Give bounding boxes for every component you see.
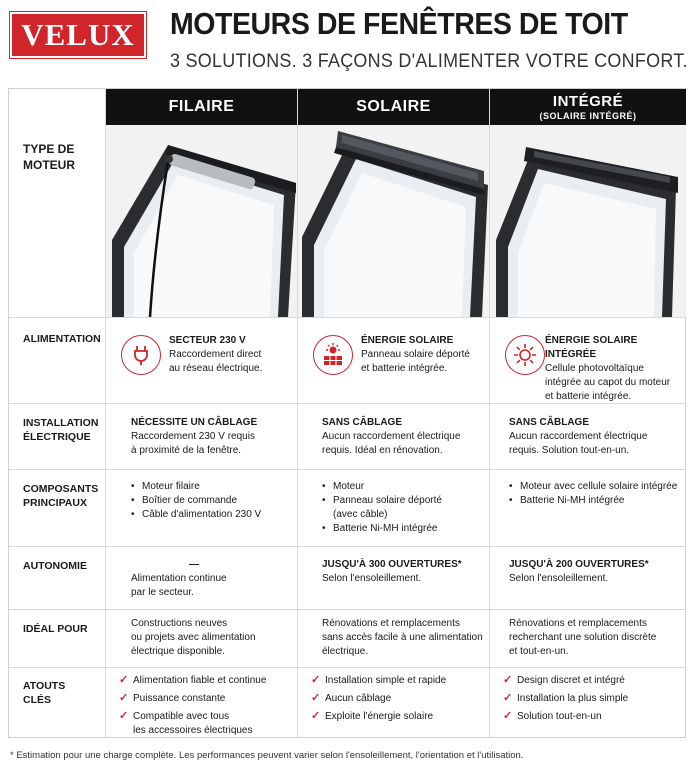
logo-text: VELUX xyxy=(21,17,135,52)
row-label-type: TYPE DE MOTEUR xyxy=(23,142,75,172)
alimentation-solaire xyxy=(361,334,470,376)
atouts-filaire xyxy=(119,674,266,742)
list-item: ✓ Puissance constante xyxy=(119,692,266,706)
column-subtitle: (SOLAIRE INTÉGRÉ) xyxy=(539,111,637,121)
list-item: • Batterie Ni-MH intégrée xyxy=(509,494,677,508)
cell-text: Selon l'ensoleillement. xyxy=(509,573,609,584)
list-item: ✓ Alimentation fiable et continue xyxy=(119,674,266,688)
cell-title: JUSQU'À 200 OUVERTURES* xyxy=(509,559,649,570)
velux-logo xyxy=(10,12,146,58)
ideal-filaire: Constructions neuves ou projets avec alimentation électrique disponible. xyxy=(131,618,256,657)
installation-integre xyxy=(509,416,647,458)
alimentation-filaire xyxy=(169,334,262,376)
column-header-filaire xyxy=(106,89,297,125)
ideal-integre: Rénovations et remplacements recherchant une solution discrète et tout-en-un. xyxy=(509,618,657,657)
list-item: • Moteur avec cellule solaire intégrée xyxy=(509,480,677,494)
list-item: ✓ Installation la plus simple xyxy=(503,692,628,706)
cell-text: Panneau solaire déporté et batterie intégrée. xyxy=(361,349,470,374)
list-item: • Panneau solaire déporté xyxy=(322,494,442,508)
list-item: • Moteur xyxy=(322,480,442,494)
cell-title: — xyxy=(189,559,199,570)
cell-text: Aucun raccordement électrique requis. Solution tout-en-un. xyxy=(509,431,648,456)
comparison-table xyxy=(8,88,686,738)
row-label-alimentation: ALIMENTATION xyxy=(23,333,101,345)
column-title: FILAIRE xyxy=(168,98,235,115)
column-title: SOLAIRE xyxy=(356,98,431,115)
composants-solaire xyxy=(322,480,442,536)
page-header xyxy=(0,0,697,88)
cell-title: SANS CÂBLAGE xyxy=(509,417,590,428)
installation-filaire xyxy=(131,416,257,458)
cell-title: SECTEUR 230 V xyxy=(169,335,246,346)
list-item: ✓ Aucun câblage xyxy=(311,692,446,706)
row-label-composants: COMPOSANTS PRINCIPAUX xyxy=(23,483,99,509)
column-header-integre xyxy=(490,89,686,125)
list-item: ✓ Exploite l'énergie solaire xyxy=(311,710,446,724)
row-label-atouts: ATOUTS CLÉS xyxy=(23,680,66,706)
window-image-integre xyxy=(490,125,686,317)
cell-text: Selon l'ensoleillement. xyxy=(322,573,422,584)
cell-text: Cellule photovoltaïque intégrée au capot du moteur et batterie intégrée. xyxy=(545,363,671,402)
column-header-solaire xyxy=(298,89,489,125)
row-label-ideal: IDÉAL POUR xyxy=(23,623,88,635)
installation-solaire xyxy=(322,416,460,458)
list-item: • Boîtier de commande xyxy=(131,494,261,508)
list-item: ✓ Compatible avec tous les accessoires électriques xyxy=(119,710,266,738)
list-item: • Moteur filaire xyxy=(131,480,261,494)
plug-icon xyxy=(121,335,161,375)
window-image-filaire xyxy=(106,125,297,317)
composants-filaire xyxy=(131,480,261,522)
cell-title: ÉNERGIE SOLAIRE INTÉGRÉE xyxy=(545,335,638,360)
cell-title: JUSQU'À 300 OUVERTURES* xyxy=(322,559,462,570)
list-item: • Batterie Ni-MH intégrée xyxy=(322,522,442,536)
page-subtitle: 3 SOLUTIONS. 3 FAÇONS D'ALIMENTER VOTRE CONFORT. xyxy=(170,50,688,72)
autonomie-integre xyxy=(509,558,649,586)
cell-text: Raccordement direct au réseau électrique. xyxy=(169,349,263,374)
alimentation-integre xyxy=(545,334,685,404)
cell-title: SANS CÂBLAGE xyxy=(322,417,403,428)
list-item: (avec câble) xyxy=(333,509,388,520)
cell-text: Aucun raccordement électrique requis. Idéal en rénovation. xyxy=(322,431,461,456)
autonomie-solaire xyxy=(322,558,462,586)
row-label-autonomie: AUTONOMIE xyxy=(23,560,87,572)
window-image-solaire xyxy=(298,125,489,317)
atouts-solaire xyxy=(311,674,446,728)
autonomie-filaire xyxy=(131,558,227,600)
cell-title: ÉNERGIE SOLAIRE xyxy=(361,335,454,346)
cell-text: Raccordement 230 V requis à proximité de la fenêtre. xyxy=(131,431,255,456)
sun-panel-icon xyxy=(313,335,353,375)
footnote: * Estimation pour une charge complète. Les performances peuvent varier selon l'ensoleillement, l'orientation et l'utilisation. xyxy=(10,750,524,761)
list-item: ✓ Solution tout-en-un xyxy=(503,710,628,724)
list-item: ✓ Installation simple et rapide xyxy=(311,674,446,688)
column-title: INTÉGRÉ xyxy=(552,93,624,110)
sun-icon xyxy=(505,335,545,375)
row-label-installation: INSTALLATION ÉLECTRIQUE xyxy=(23,417,99,443)
page-title: MOTEURS DE FENÊTRES DE TOIT xyxy=(170,6,628,41)
composants-integre xyxy=(509,480,677,508)
atouts-integre xyxy=(503,674,628,728)
list-item: ✓ Design discret et intégré xyxy=(503,674,628,688)
cell-text: Alimentation continue par le secteur. xyxy=(131,573,227,598)
ideal-solaire: Rénovations et remplacements sans accès facile à une alimentation électrique. xyxy=(322,618,483,657)
list-item: • Câble d'alimentation 230 V xyxy=(131,508,261,522)
cell-title: NÉCESSITE UN CÂBLAGE xyxy=(131,417,258,428)
